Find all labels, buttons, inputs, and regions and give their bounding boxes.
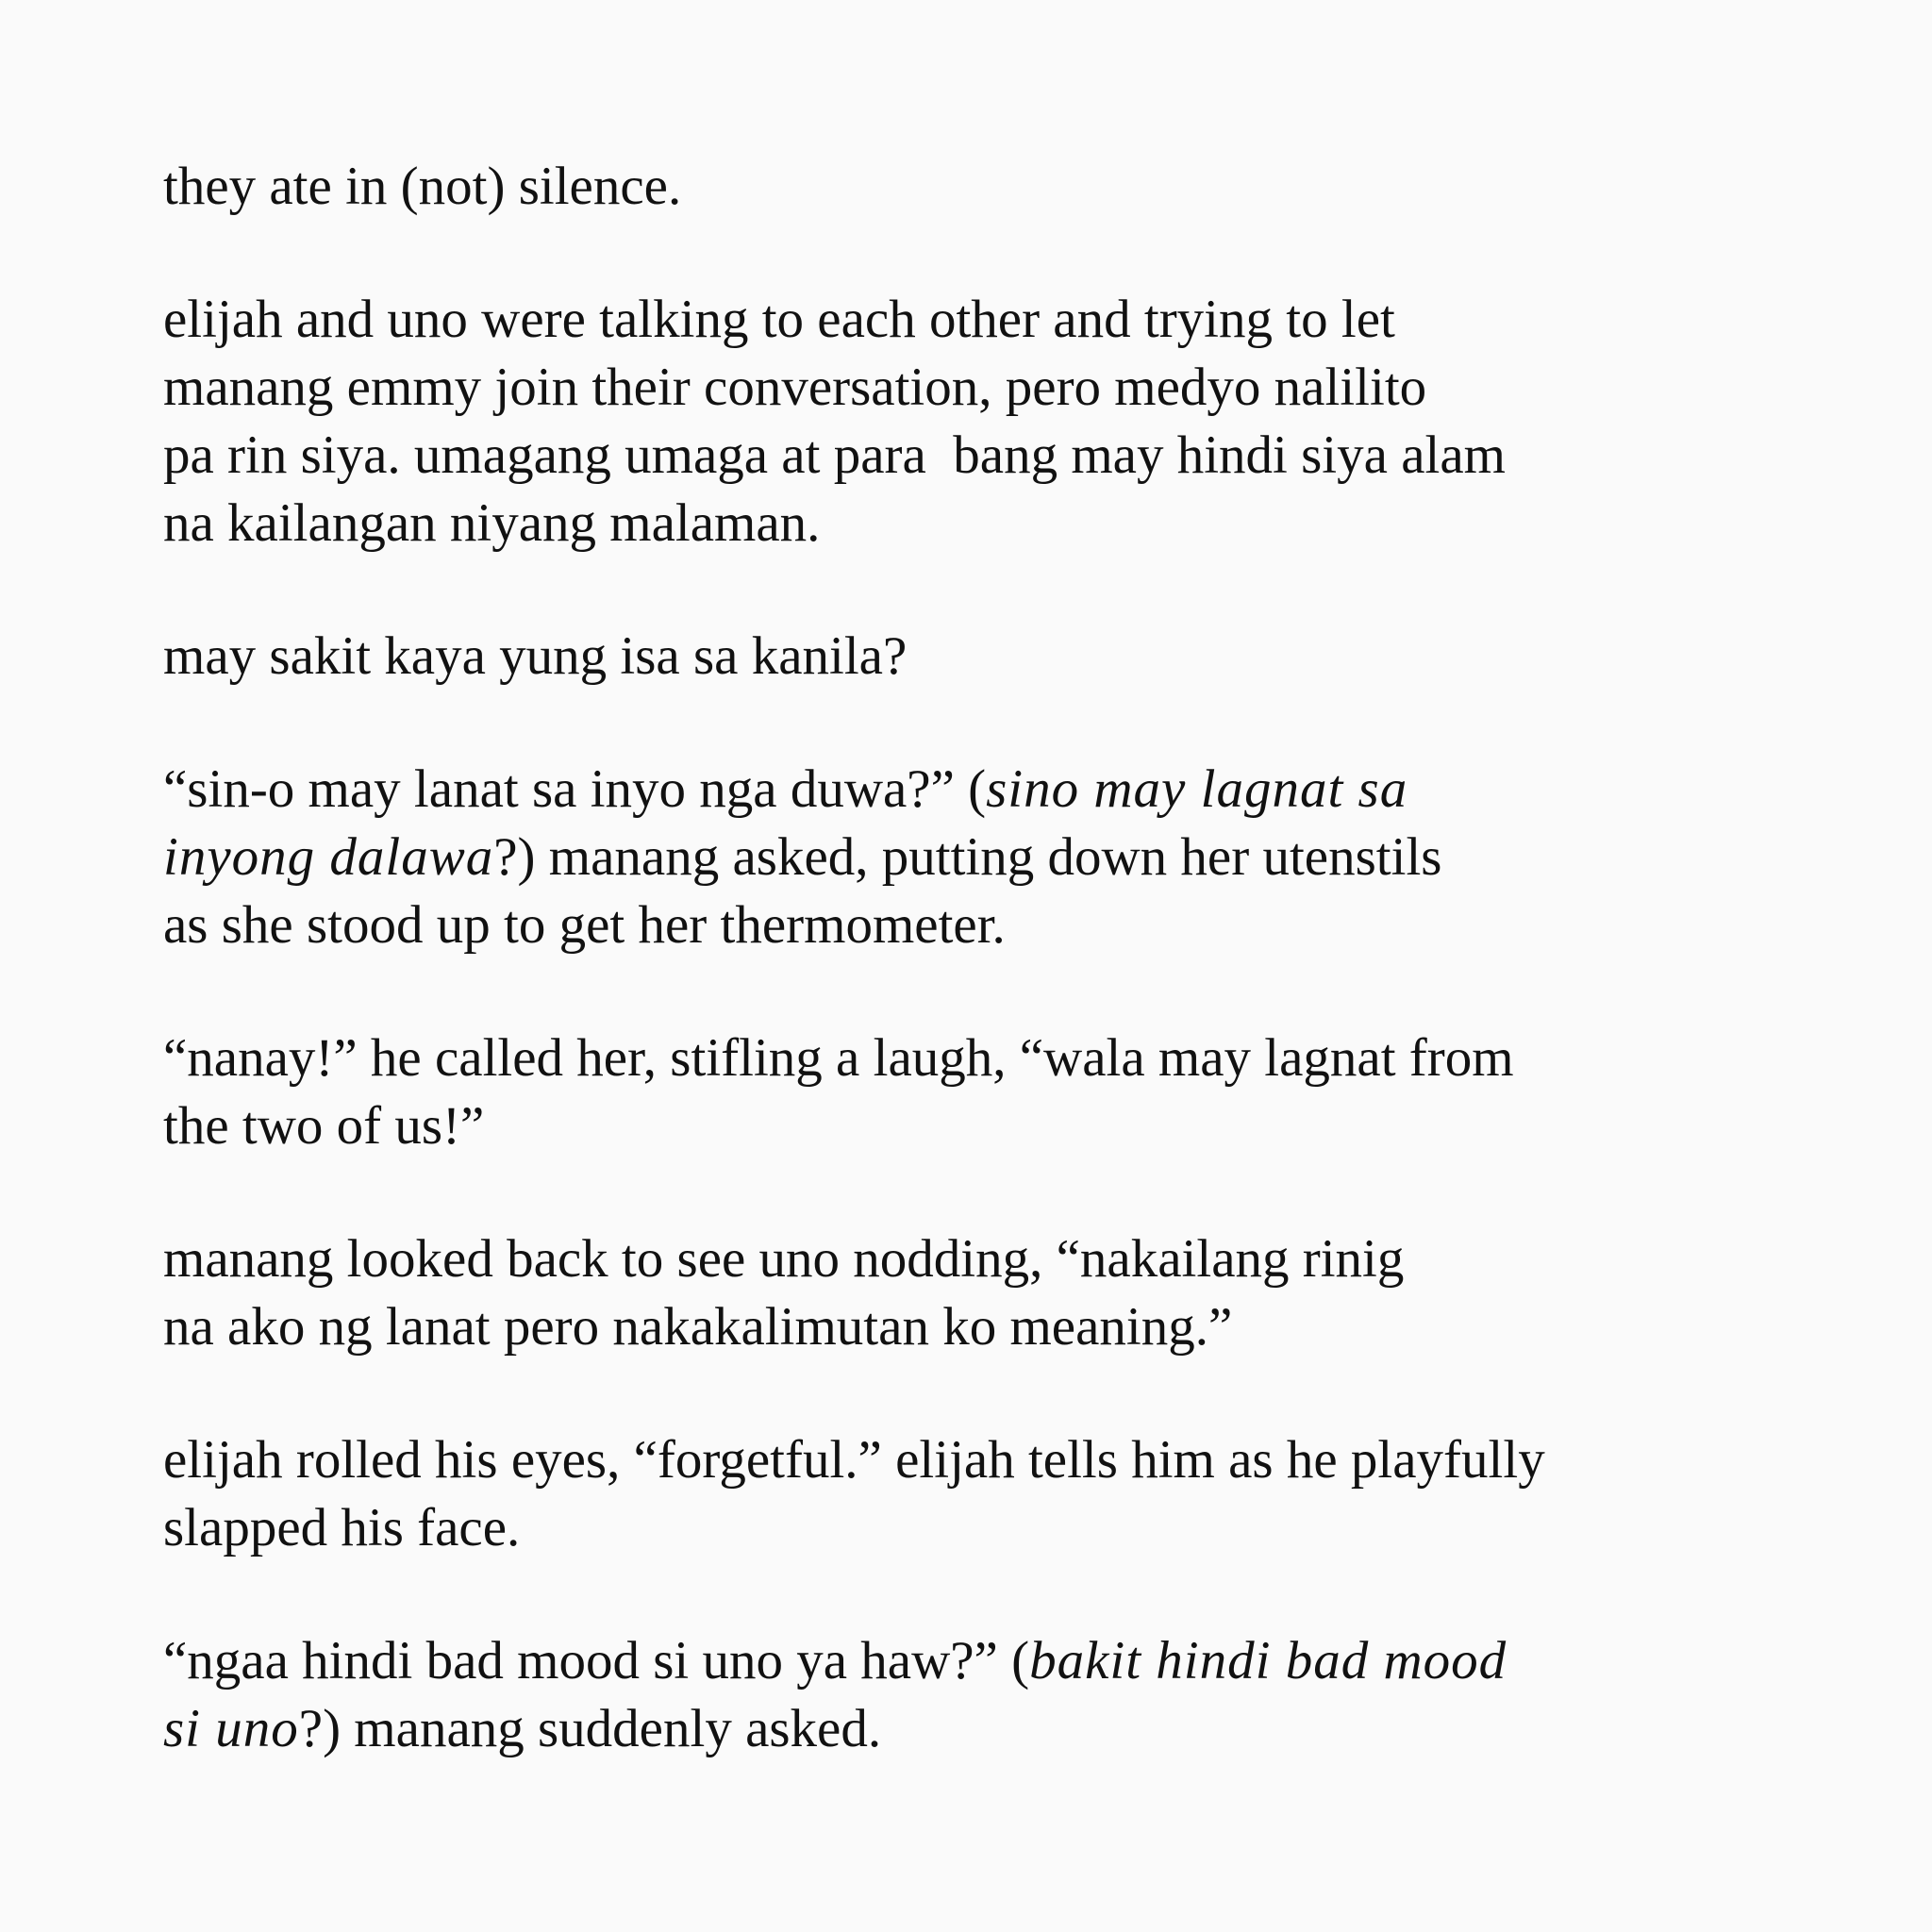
text-segment: as she stood up to get her thermometer. xyxy=(163,895,1006,955)
text-segment: “nanay!” he called her, stifling a laugh, “wala may lagnat from xyxy=(163,1028,1514,1088)
text-line xyxy=(163,153,1786,221)
text-segment: “ngaa hindi bad mood si uno ya haw?” ( xyxy=(163,1631,1030,1690)
text-line xyxy=(163,623,1786,691)
italic-translation-text: sino may lagnat sa xyxy=(986,759,1408,819)
text-segment: ?) manang suddenly asked. xyxy=(298,1699,882,1758)
text-segment: manang emmy join their conversation, pero medyo nalilito xyxy=(163,358,1427,417)
text-line xyxy=(163,1092,1786,1160)
paragraph xyxy=(163,153,1786,221)
text-segment: pa rin siya. umagang umaga at para bang may hindi siya alam xyxy=(163,425,1506,485)
text-line xyxy=(163,756,1786,824)
text-segment: slapped his face. xyxy=(163,1498,521,1557)
paragraph xyxy=(163,1225,1786,1361)
text-segment: na kailangan niyang malaman. xyxy=(163,493,821,553)
text-segment: elijah rolled his eyes, “forgetful.” elijah tells him as he playfully xyxy=(163,1430,1545,1490)
story-page xyxy=(163,153,1786,1828)
text-segment: elijah and uno were talking to each other and trying to let xyxy=(163,290,1395,349)
text-line xyxy=(163,490,1786,558)
text-segment: the two of us!” xyxy=(163,1096,485,1156)
paragraph xyxy=(163,1024,1786,1160)
text-line xyxy=(163,824,1786,891)
text-line xyxy=(163,286,1786,354)
text-line xyxy=(163,891,1786,959)
text-line xyxy=(163,354,1786,422)
text-line xyxy=(163,1225,1786,1293)
text-line xyxy=(163,1024,1786,1092)
text-line xyxy=(163,1627,1786,1695)
text-line xyxy=(163,1426,1786,1494)
italic-translation-text: inyong dalawa xyxy=(163,827,494,887)
text-segment: manang looked back to see uno nodding, “nakailang rinig xyxy=(163,1229,1405,1289)
text-segment: “sin-o may lanat sa inyo nga duwa?” ( xyxy=(163,759,987,819)
paragraph xyxy=(163,286,1786,558)
paragraph xyxy=(163,623,1786,691)
text-line xyxy=(163,1293,1786,1361)
italic-translation-text: bakit hindi bad mood xyxy=(1029,1631,1507,1690)
text-segment: may sakit kaya yung isa sa kanila? xyxy=(163,626,908,686)
paragraph xyxy=(163,1627,1786,1763)
text-segment: they ate in (not) silence. xyxy=(163,157,682,216)
text-line xyxy=(163,422,1786,490)
text-line xyxy=(163,1494,1786,1562)
text-segment: na ako ng lanat pero nakakalimutan ko meaning.” xyxy=(163,1297,1233,1357)
text-line xyxy=(163,1695,1786,1763)
italic-translation-text: si uno xyxy=(163,1699,299,1758)
text-segment: ?) manang asked, putting down her utenstils xyxy=(493,827,1442,887)
paragraph xyxy=(163,1426,1786,1562)
paragraph xyxy=(163,756,1786,959)
